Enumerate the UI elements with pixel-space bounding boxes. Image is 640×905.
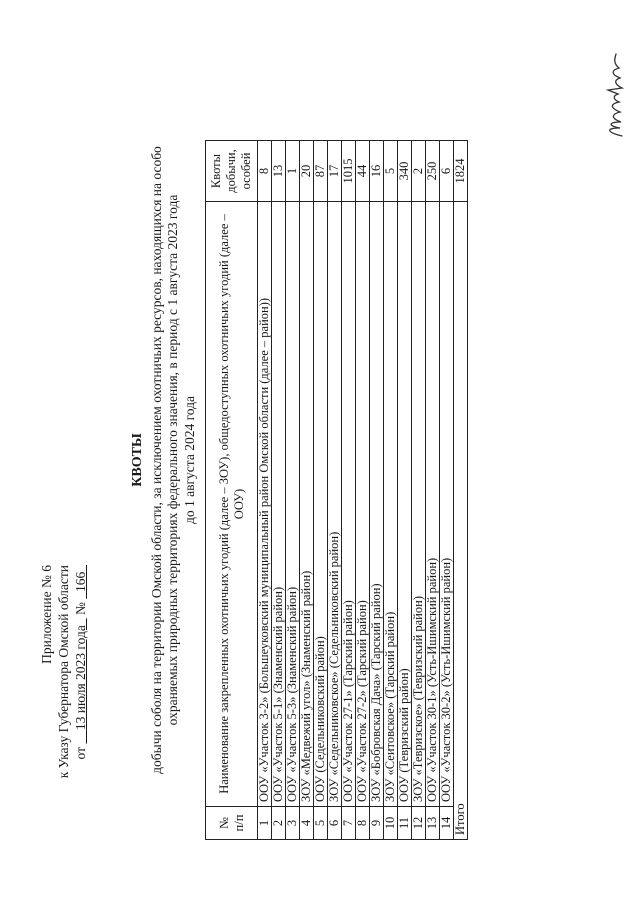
table-row [258, 141, 272, 840]
header-quota: Квоты добычи, особей [206, 141, 258, 202]
row-number: 14 [440, 807, 454, 840]
table-row [356, 141, 370, 840]
row-number: 8 [356, 807, 370, 840]
row-number: 2 [272, 807, 286, 840]
quota-table [205, 140, 468, 840]
table-row [412, 141, 426, 840]
row-hunting-ground: ЗОУ «Тевризское» (Тевризский район) [412, 202, 426, 807]
row-number: 4 [300, 807, 314, 840]
row-quota: 1015 [342, 141, 356, 202]
row-hunting-ground: ООУ (Тевризский район) [398, 202, 412, 807]
title-line-3: до 1 августа 2024 года [181, 396, 197, 524]
table-header-row [206, 141, 258, 840]
table-row [370, 141, 384, 840]
row-hunting-ground: ООУ (Седельниковский район) [314, 202, 328, 807]
table-row [426, 141, 440, 840]
title-line-1: добычи соболя на территории Омской области, за исключением охотничьих ресурсов, находящихся на особо [148, 146, 164, 774]
table-row [314, 141, 328, 840]
appendix-prefix: от [73, 746, 88, 760]
row-hunting-ground: ООУ «Участок 5-3» (Знаменский район) [286, 202, 300, 807]
row-hunting-ground: ООУ «Участок 27-2» (Тарский район) [356, 202, 370, 807]
table-body [258, 141, 454, 840]
table-total-row [454, 141, 468, 840]
title-heading: КВОТЫ [130, 433, 145, 487]
appendix-date-line [72, 565, 89, 825]
row-hunting-ground: ЗОУ «Седельниковское» (Седельниковский район) [328, 202, 342, 807]
table-row [440, 141, 454, 840]
header-name: Наименование закрепленных охотничьих угодий (далее – ЗОУ), общедоступных охотничьих угодий (далее – ООУ) [206, 202, 258, 807]
appendix-decree-number: 166 [73, 571, 88, 592]
table-row [300, 141, 314, 840]
row-hunting-ground: ООУ «Участок 30-1» (Усть-Ишимский район) [426, 202, 440, 807]
appendix-number: Приложение № 6 [39, 565, 54, 664]
row-number: 12 [412, 807, 426, 840]
row-quota: 8 [258, 141, 272, 202]
row-number: 5 [314, 807, 328, 840]
table-row [398, 141, 412, 840]
row-quota: 20 [300, 141, 314, 202]
row-quota: 2 [412, 141, 426, 202]
row-quota: 87 [314, 141, 328, 202]
header-num: № п/п [206, 807, 258, 840]
row-quota: 17 [328, 141, 342, 202]
total-label: Итого [454, 202, 468, 840]
row-number: 10 [384, 807, 398, 840]
row-number: 9 [370, 807, 384, 840]
document-title [130, 95, 198, 825]
row-quota: 16 [370, 141, 384, 202]
table-row [384, 141, 398, 840]
row-hunting-ground: ЗОУ «Сеитовское» (Тарский район) [384, 202, 398, 807]
row-hunting-ground: ЗОУ «Медвежий угол» (Знаменский район) [300, 202, 314, 807]
appendix-number-sign: № [73, 602, 88, 616]
row-quota: 250 [426, 141, 440, 202]
row-number: 1 [258, 807, 272, 840]
row-hunting-ground: ЗОУ «Бобровская Дача» (Тарский район) [370, 202, 384, 807]
row-quota: 1 [286, 141, 300, 202]
row-hunting-ground: ООУ «Участок 5-1» (Знаменский район) [272, 202, 286, 807]
row-number: 6 [328, 807, 342, 840]
table-row [342, 141, 356, 840]
table-row [272, 141, 286, 840]
table-row [328, 141, 342, 840]
appendix-date: 13 июля 2023 года [73, 625, 88, 731]
handwritten-signature [600, 50, 630, 140]
row-quota: 44 [356, 141, 370, 202]
row-hunting-ground: ООУ «Участок 3-2» (Большеуковский муниципальный район Омской области (далее – район)) [258, 202, 272, 807]
row-number: 13 [426, 807, 440, 840]
row-quota: 5 [384, 141, 398, 202]
title-line-2: охраняемых природных территориях федерального значения, в период с 1 августа 2023 года [165, 194, 180, 726]
row-number: 7 [342, 807, 356, 840]
row-quota: 13 [272, 141, 286, 202]
table-row [286, 141, 300, 840]
appendix-decree: к Указу Губернатора Омской области [56, 565, 71, 779]
row-number: 11 [398, 807, 412, 840]
row-quota: 340 [398, 141, 412, 202]
row-quota: 6 [440, 141, 454, 202]
row-number: 3 [286, 807, 300, 840]
row-hunting-ground: ООУ «Участок 30-2» (Усть-Ишимский район) [440, 202, 454, 807]
row-hunting-ground: ООУ «Участок 27-1» (Тарский район) [342, 202, 356, 807]
appendix-header [38, 565, 89, 825]
total-quota: 1824 [454, 141, 468, 202]
